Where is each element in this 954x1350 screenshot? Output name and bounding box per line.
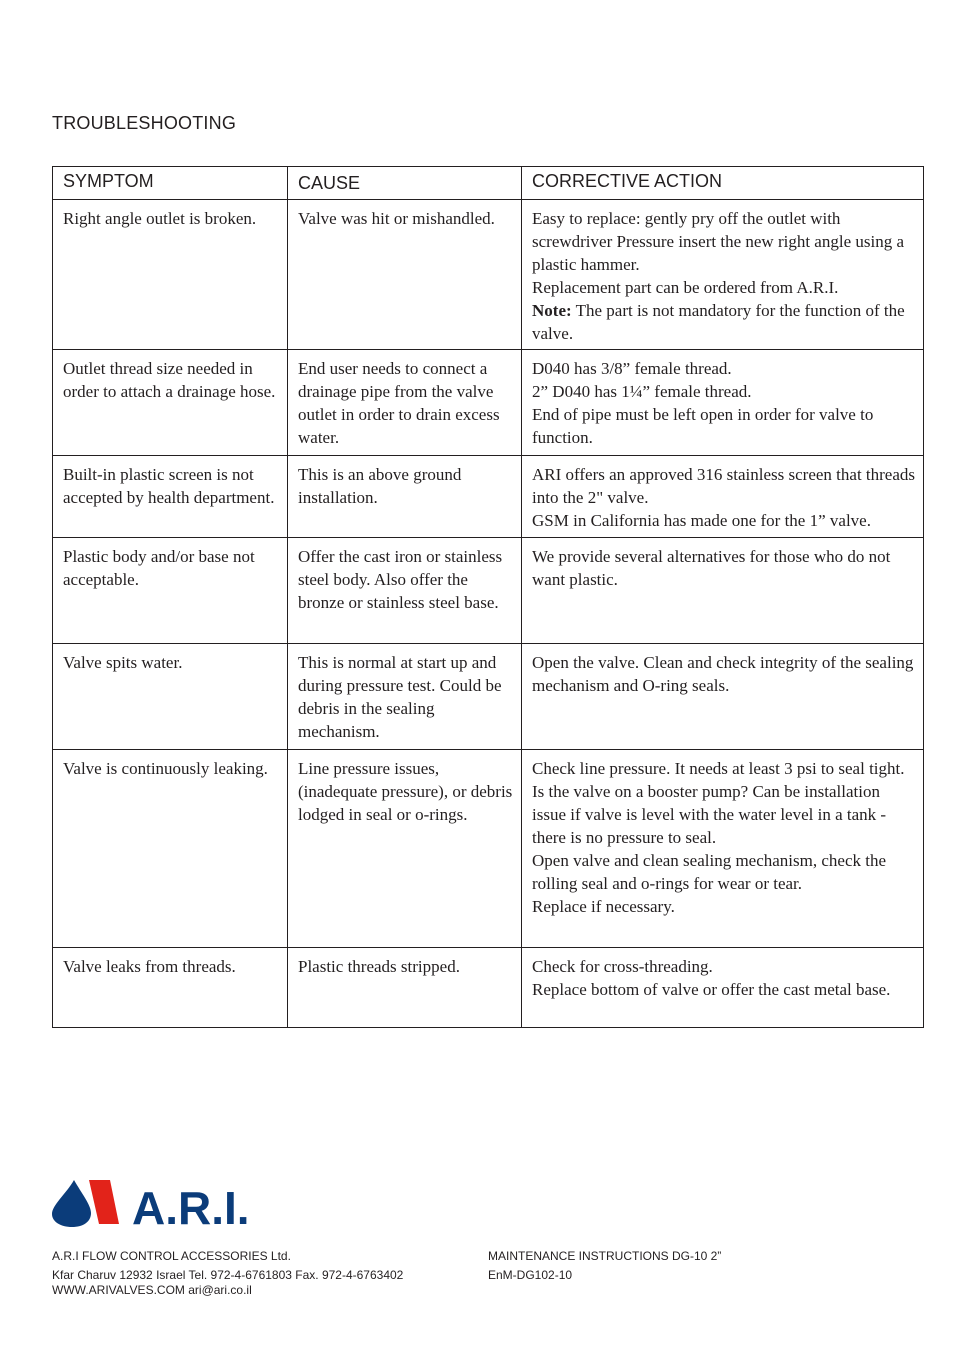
header-symptom: SYMPTOM [53, 167, 288, 200]
section-title: TROUBLESHOOTING [52, 113, 237, 133]
action-line: Replacement part can be ordered from A.R.I. [532, 278, 839, 297]
action-cell [522, 538, 924, 644]
table-row [53, 644, 924, 750]
symptom-cell: Valve spits water. [53, 644, 288, 750]
symptom-cell: Valve is continuously leaking. [53, 750, 288, 948]
action-line: ARI offers an approved 316 stainless screen that threads into the 2" valve. [532, 465, 916, 507]
action-cell [522, 948, 924, 1028]
document-title: MAINTENANCE INSTRUCTIONS DG-10 2” [488, 1249, 722, 1263]
action-line: We provide several alternatives for those who do not want plastic. [532, 547, 891, 589]
action-line: GSM in California has made one for the 1” valve. [532, 511, 871, 530]
symptom-cell: Built-in plastic screen is not accepted by health department. [53, 456, 288, 538]
cause-cell: This is normal at start up and during pressure test. Could be debris in the sealing mechanism. [288, 644, 522, 750]
action-cell [522, 750, 924, 948]
cause-cell: Valve was hit or mishandled. [288, 200, 522, 350]
company-web: WWW.ARIVALVES.COM ari@ari.co.il [52, 1283, 252, 1297]
action-cell [522, 350, 924, 456]
table-row [53, 750, 924, 948]
symptom-cell: Valve leaks from threads. [53, 948, 288, 1028]
action-line: D040 has 3/8” female thread. [532, 359, 732, 378]
water-drop-icon [52, 1178, 282, 1228]
action-cell [522, 644, 924, 750]
company-address: Kfar Charuv 12932 Israel Tel. 972-4-6761803 Fax. 972-4-6763402 [52, 1268, 404, 1282]
header-corrective-action: CORRECTIVE ACTION [522, 167, 924, 200]
cause-cell: Line pressure issues, (inadequate pressure), or debris lodged in seal or o-rings. [288, 750, 522, 948]
cause-cell: Plastic threads stripped. [288, 948, 522, 1028]
cause-cell: This is an above ground installation. [288, 456, 522, 538]
table-row [53, 200, 924, 350]
note-line [532, 299, 917, 345]
company-name: A.R.I FLOW CONTROL ACCESSORIES Ltd. [52, 1249, 291, 1263]
action-line: Open the valve. Clean and check integrity of the sealing mechanism and O-ring seals. [532, 653, 914, 695]
table-row [53, 948, 924, 1028]
symptom-cell: Outlet thread size needed in order to attach a drainage hose. [53, 350, 288, 456]
symptom-cell: Right angle outlet is broken. [53, 200, 288, 350]
note-text: The part is not mandatory for the function of the valve. [532, 301, 905, 343]
action-cell [522, 456, 924, 538]
troubleshooting-table [52, 166, 924, 1028]
note-label: Note: [532, 301, 572, 320]
logo-text: A.R.I. [132, 1182, 250, 1228]
action-line: Check line pressure. It needs at least 3 psi to seal tight. [532, 759, 905, 778]
action-line: Check for cross-threading. [532, 957, 713, 976]
table-row [53, 538, 924, 644]
action-line: Replace bottom of valve or offer the cast metal base. [532, 980, 891, 999]
action-line: Is the valve on a booster pump? Can be installation issue if valve is level with the water level in a tank - there is no pressure to seal. [532, 782, 887, 847]
ari-logo [52, 1178, 282, 1228]
table-row [53, 350, 924, 456]
action-line: End of pipe must be left open in order for valve to function. [532, 405, 874, 447]
action-line: Easy to replace: gently pry off the outlet with screwdriver Pressure insert the new right angle using a plastic hammer. [532, 209, 904, 274]
action-line: 2” D040 has 1¼” female thread. [532, 382, 752, 401]
header-cause: CAUSE [288, 167, 522, 200]
action-cell [522, 200, 924, 350]
document-code: EnM-DG102-10 [488, 1268, 573, 1282]
table-row [53, 456, 924, 538]
table-header-row [53, 167, 924, 200]
cause-cell: End user needs to connect a drainage pipe from the valve outlet in order to drain excess water. [288, 350, 522, 456]
symptom-cell: Plastic body and/or base not acceptable. [53, 538, 288, 644]
action-line: Replace if necessary. [532, 897, 675, 916]
cause-cell: Offer the cast iron or stainless steel body. Also offer the bronze or stainless steel base. [288, 538, 522, 644]
action-line: Open valve and clean sealing mechanism, check the rolling seal and o-rings for wear or tear. [532, 851, 887, 893]
